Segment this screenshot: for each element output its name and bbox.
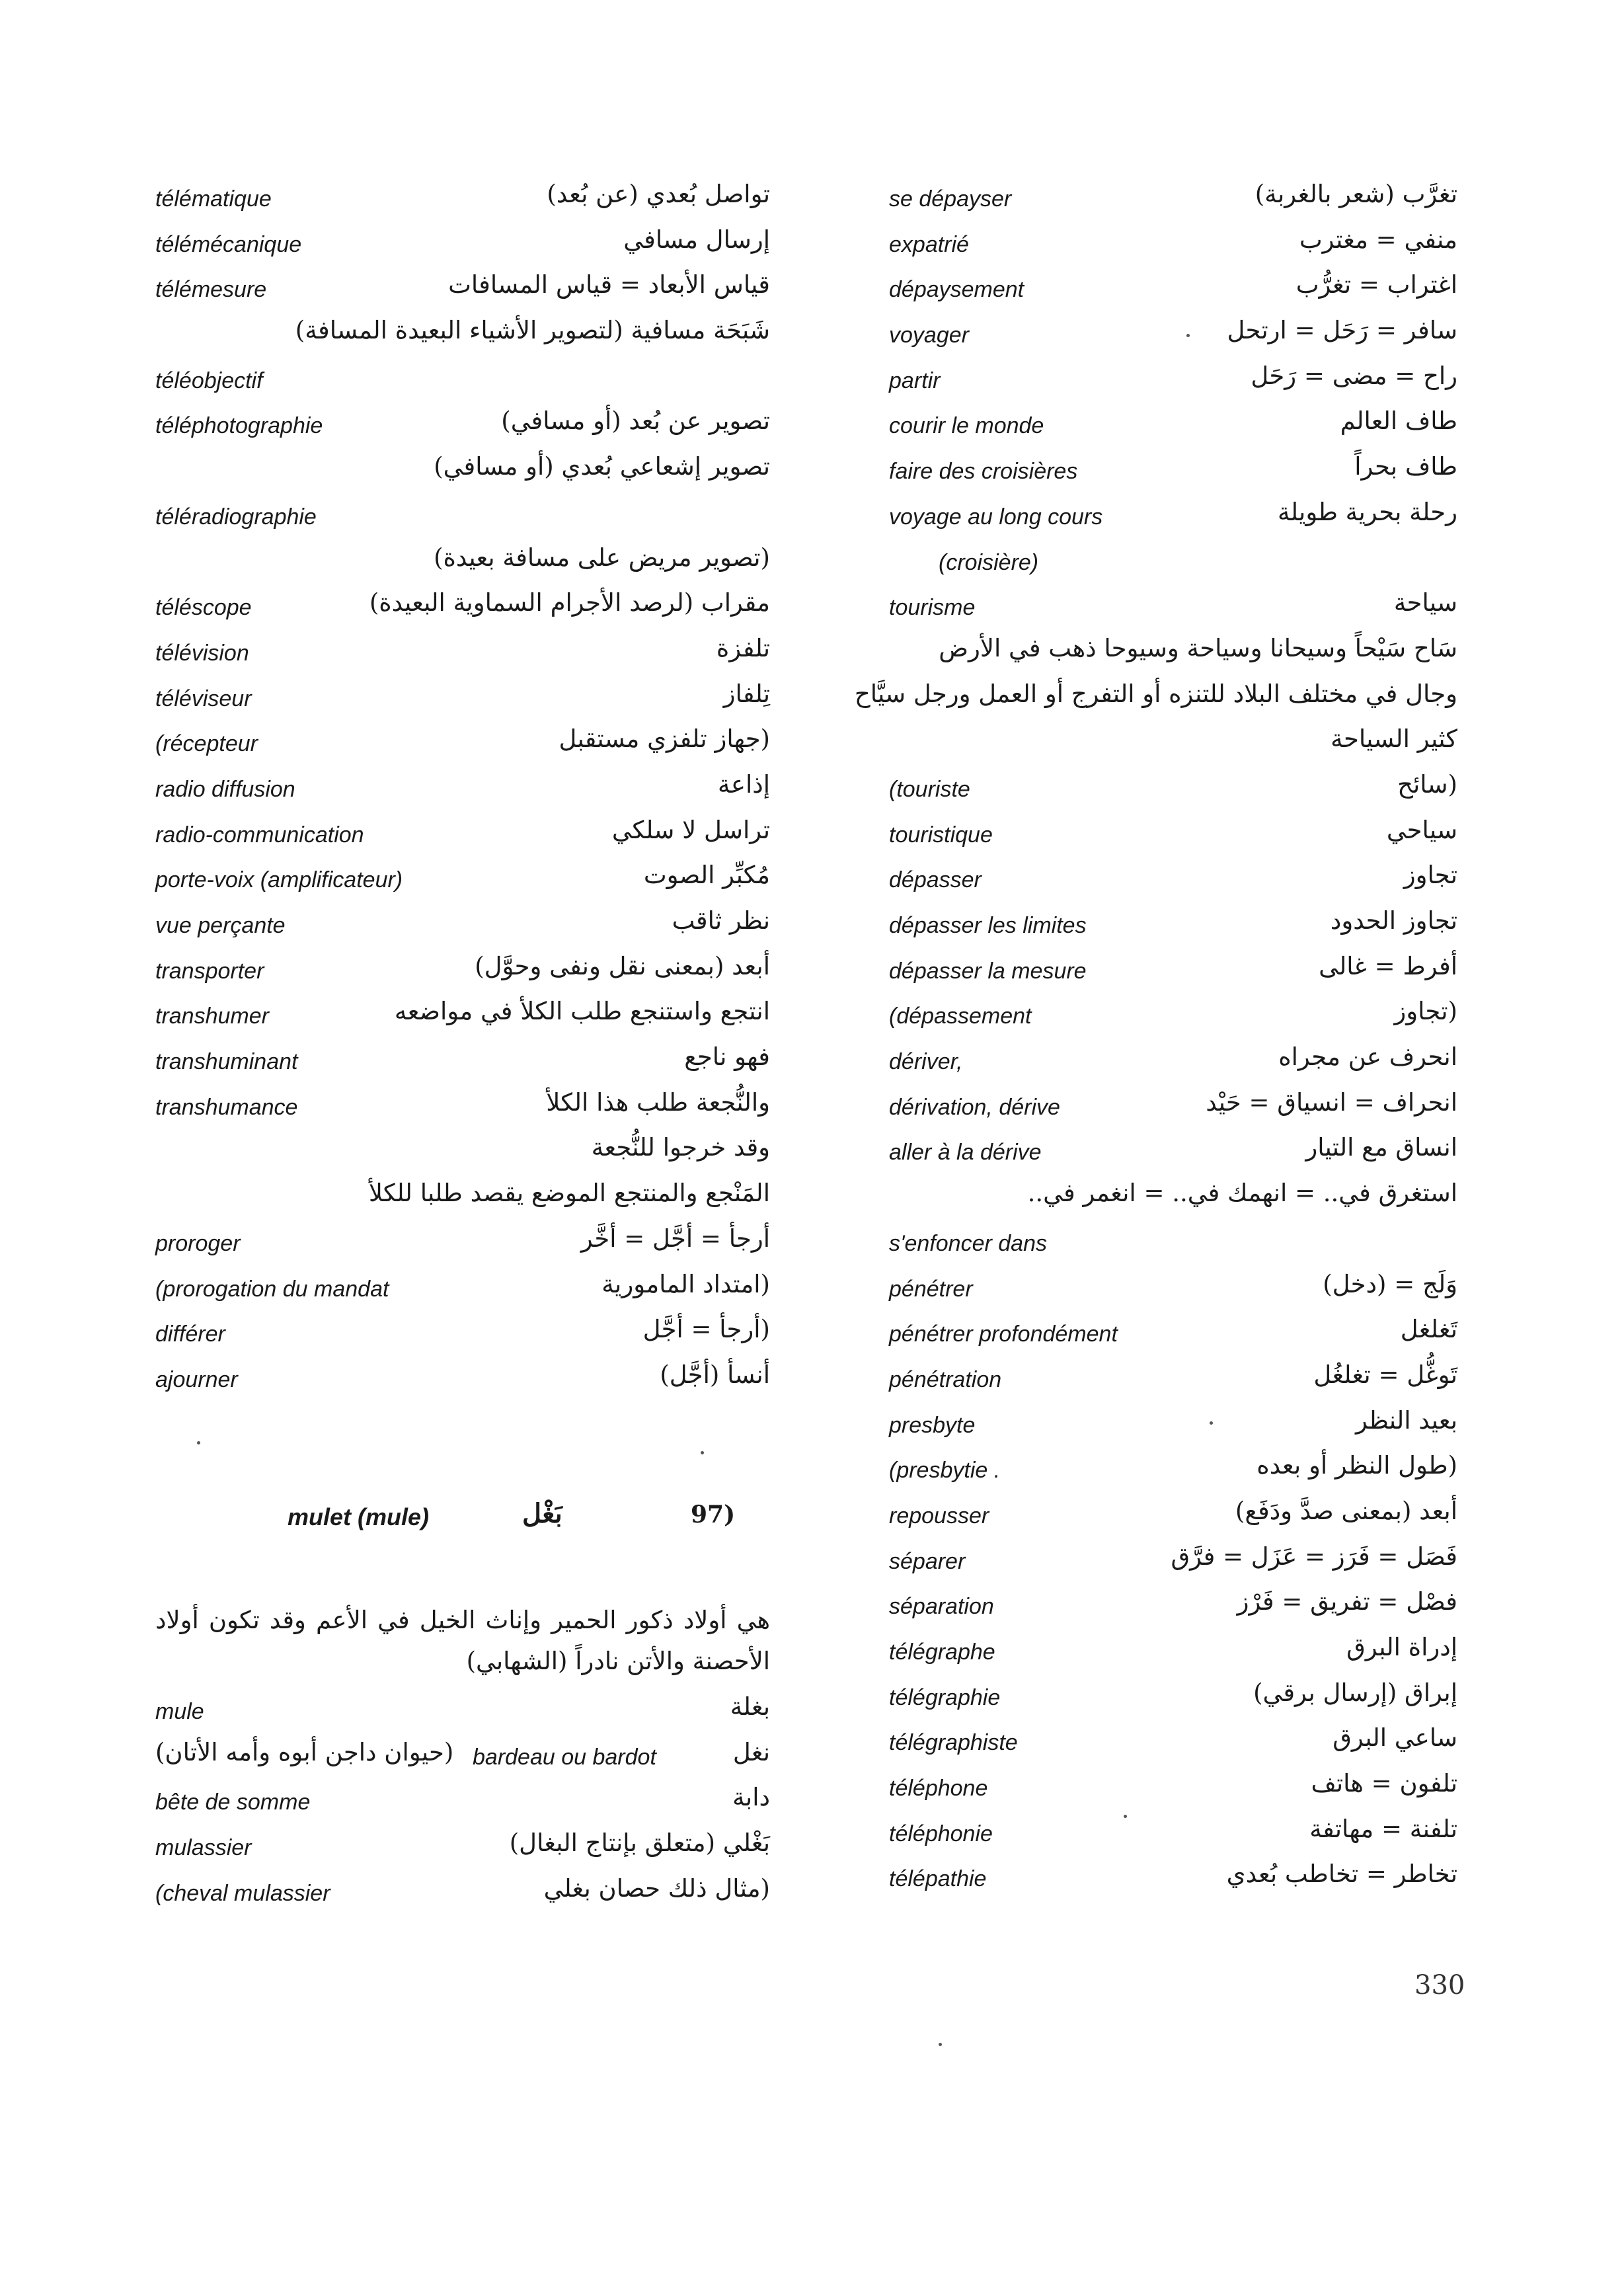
dictionary-entry bbox=[889, 1179, 1457, 1224]
french-term: téléviseur bbox=[155, 686, 252, 711]
arabic-translation: (امتداد المامورية bbox=[601, 1269, 770, 1298]
french-term: téléphone bbox=[889, 1776, 988, 1801]
dictionary-entry bbox=[155, 816, 770, 861]
arabic-translation: فَصَل = فَرَز = عَزَل = فرَّق bbox=[1171, 1542, 1457, 1571]
french-term: télégraphe bbox=[889, 1640, 995, 1665]
dictionary-entry bbox=[155, 1692, 770, 1738]
dictionary-entry bbox=[889, 1860, 1457, 1905]
dictionary-entry bbox=[889, 725, 1457, 770]
dictionary-entry bbox=[889, 997, 1457, 1043]
french-term: télégraphiste bbox=[889, 1730, 1018, 1756]
dictionary-entry bbox=[889, 498, 1457, 543]
dictionary-entry bbox=[155, 1133, 770, 1179]
scan-speck bbox=[939, 2043, 942, 2046]
scan-speck bbox=[701, 1451, 704, 1454]
arabic-translation: كثير السياحة bbox=[1331, 725, 1457, 754]
arabic-translation: انحراف = انسياق = حَيْد bbox=[1206, 1088, 1457, 1117]
dictionary-entry bbox=[889, 1815, 1457, 1860]
scan-speck bbox=[1210, 1421, 1213, 1425]
dictionary-entry bbox=[889, 1723, 1457, 1769]
dictionary-entry bbox=[155, 270, 770, 316]
dictionary-entry bbox=[889, 316, 1457, 362]
dictionary-entry bbox=[155, 1179, 770, 1224]
arabic-translation: بَغْلي (متعلق بإنتاج البغال) bbox=[509, 1829, 770, 1858]
dictionary-entry bbox=[155, 1315, 770, 1361]
french-term: télémécanique bbox=[155, 231, 302, 257]
arabic-translation: بغلة bbox=[730, 1692, 770, 1721]
dictionary-entry bbox=[155, 634, 770, 680]
arabic-translation: شَبَحَة مسافية (لتصوير الأشياء البعيدة المسافة) bbox=[295, 316, 770, 345]
arabic-translation: تخاطر = تخاطب بُعدي bbox=[1226, 1860, 1457, 1889]
dictionary-entry bbox=[889, 906, 1457, 952]
dictionary-entry bbox=[155, 770, 770, 816]
page-number: 330 bbox=[1414, 1970, 1465, 2000]
arabic-translation: (تصوير مريض على مسافة بعيدة) bbox=[434, 543, 770, 572]
french-term: voyage au long cours bbox=[889, 504, 1103, 530]
dictionary-entry bbox=[155, 180, 770, 225]
dictionary-entry bbox=[155, 452, 770, 498]
arabic-translation: تلفون = هاتف bbox=[1311, 1769, 1457, 1798]
french-term: (croisière) bbox=[939, 549, 1039, 575]
arabic-translation: نغل bbox=[732, 1737, 770, 1766]
arabic-translation: نظر ثاقب bbox=[672, 906, 770, 935]
scan-speck bbox=[1124, 1815, 1127, 1818]
section-title-arabic: بَغْل bbox=[522, 1498, 562, 1529]
french-term: vue perçante bbox=[155, 913, 286, 938]
arabic-translation: إذاعة bbox=[718, 770, 770, 799]
french-term: dérivation, dérive bbox=[889, 1094, 1060, 1120]
dictionary-entry bbox=[889, 1769, 1457, 1815]
french-term: tourisme bbox=[889, 595, 976, 621]
arabic-translation: فصْل = تفريق = فَرْز bbox=[1237, 1587, 1457, 1616]
arabic-translation: (أرجأ = أجَّل bbox=[642, 1315, 770, 1344]
arabic-translation: طاف العالم bbox=[1340, 407, 1457, 436]
french-term: mulassier bbox=[155, 1835, 252, 1861]
french-term: presbyte bbox=[889, 1412, 976, 1438]
dictionary-entry bbox=[889, 1406, 1457, 1452]
dictionary-entry bbox=[155, 1783, 770, 1829]
dictionary-entry bbox=[155, 1874, 770, 1920]
dictionary-entry bbox=[889, 543, 1457, 589]
dictionary-entry bbox=[889, 180, 1457, 225]
arabic-translation: تجاوز bbox=[1403, 861, 1457, 890]
arabic-translation: مُكبِّر الصوت bbox=[643, 861, 770, 890]
french-term: transhumance bbox=[155, 1094, 298, 1120]
french-term: (prorogation du mandat bbox=[155, 1276, 389, 1302]
french-term: pénétrer bbox=[889, 1276, 973, 1302]
french-term: transporter bbox=[155, 958, 264, 984]
section-number: 97) bbox=[691, 1501, 736, 1528]
french-term: dériver, bbox=[889, 1049, 963, 1075]
dictionary-entry bbox=[889, 1451, 1457, 1497]
arabic-translation: دابة bbox=[732, 1783, 770, 1812]
arabic-translation: انساق مع التيار bbox=[1305, 1133, 1457, 1162]
french-term: (cheval mulassier bbox=[155, 1880, 330, 1906]
arabic-translation: تجاوز الحدود bbox=[1330, 906, 1457, 935]
dictionary-entry bbox=[155, 362, 770, 407]
arabic-translation: (جهاز تلفزي مستقبل bbox=[559, 725, 770, 754]
arabic-translation: أرجأ = أجَّل = أخَّر bbox=[580, 1224, 770, 1253]
dictionary-entry bbox=[155, 498, 770, 543]
french-term: radio-communication bbox=[155, 822, 364, 848]
arabic-translation: أبعد (بمعنى نقل ونفى وحوَّل) bbox=[475, 951, 770, 980]
french-term: dépasser les limites bbox=[889, 913, 1087, 938]
scan-speck bbox=[197, 1441, 200, 1445]
dictionary-entry bbox=[155, 1829, 770, 1874]
dictionary-entry bbox=[155, 725, 770, 770]
arabic-translation: تصوير عن بُعد (أو مسافي) bbox=[501, 407, 770, 436]
arabic-translation: المَنْجع والمنتجع الموضع يقصد طلبا للكلأ bbox=[368, 1179, 770, 1208]
dictionary-entry bbox=[889, 1133, 1457, 1179]
dictionary-entry bbox=[889, 225, 1457, 271]
arabic-translation: تغرَّب (شعر بالغربة) bbox=[1255, 180, 1457, 208]
arabic-translation: إبراق (إرسال برقي) bbox=[1253, 1678, 1457, 1707]
french-term: télématique bbox=[155, 186, 272, 212]
french-term: touristique bbox=[889, 822, 993, 848]
french-term: bête de somme bbox=[155, 1790, 311, 1815]
dictionary-entry bbox=[155, 906, 770, 952]
french-term: (récepteur bbox=[155, 731, 258, 757]
arabic-translation: فهو ناجع bbox=[684, 1043, 770, 1072]
french-term: pénétrer profondément bbox=[889, 1322, 1118, 1347]
french-term: (touriste bbox=[889, 776, 970, 802]
dictionary-entry bbox=[889, 1361, 1457, 1406]
french-term: transhuminant bbox=[155, 1049, 298, 1075]
french-term: téléscope bbox=[155, 595, 252, 621]
french-term: transhumer bbox=[155, 1004, 269, 1029]
mule-entries bbox=[155, 1692, 770, 1919]
french-term: faire des croisières bbox=[889, 459, 1078, 485]
french-term: dépasser bbox=[889, 867, 982, 893]
arabic-translation: أبعد (بمعنى صدَّ ودَفَع) bbox=[1235, 1496, 1457, 1525]
arabic-translation: سافر = رَحَل = ارتحل bbox=[1227, 316, 1457, 345]
arabic-translation: تواصل بُعدي (عن بُعد) bbox=[547, 180, 770, 208]
dictionary-entry bbox=[155, 225, 770, 271]
french-term: expatrié bbox=[889, 231, 969, 257]
arabic-translation: تصوير إشعاعي بُعدي (أو مسافي) bbox=[434, 452, 770, 481]
arabic-translation: منفي = مغترب bbox=[1299, 225, 1457, 254]
arabic-translation: طاف بحراً bbox=[1354, 452, 1457, 481]
arabic-translation: إرسال مسافي bbox=[623, 225, 770, 254]
arabic-translation: انتجع واستنجع طلب الكلأ في مواضعه bbox=[394, 997, 770, 1026]
french-term: courir le monde bbox=[889, 413, 1044, 439]
french-term: porte-voix (amplificateur) bbox=[155, 867, 403, 893]
arabic-translation: تراسل لا سلكي bbox=[611, 815, 770, 844]
dictionary-entry bbox=[889, 452, 1457, 498]
french-term: téléphonie bbox=[889, 1821, 993, 1846]
arabic-translation: انحرف عن مجراه bbox=[1278, 1043, 1457, 1072]
right-column bbox=[854, 180, 1457, 1905]
dictionary-entry bbox=[889, 1043, 1457, 1088]
arabic-translation: رحلة بحرية طويلة bbox=[1277, 497, 1457, 526]
french-term: différer bbox=[155, 1322, 225, 1347]
french-term: aller à la dérive bbox=[889, 1140, 1042, 1166]
dictionary-entry bbox=[854, 679, 1457, 725]
french-term: téléphotographie bbox=[155, 413, 323, 439]
dictionary-entry bbox=[889, 1088, 1457, 1134]
dictionary-entry bbox=[155, 680, 770, 725]
french-term: télévision bbox=[155, 640, 249, 666]
arabic-translation: سياحي bbox=[1386, 815, 1457, 844]
arabic-translation: (سائح bbox=[1397, 770, 1457, 799]
arabic-translation: اغتراب = تغرُّب bbox=[1295, 270, 1457, 299]
dictionary-entry bbox=[155, 1043, 770, 1088]
french-term: partir bbox=[889, 368, 941, 393]
dictionary-entry bbox=[889, 816, 1457, 861]
french-term: voyager bbox=[889, 323, 969, 348]
section-heading bbox=[155, 1495, 770, 1542]
arabic-translation: أنسأ (أجَّل) bbox=[660, 1360, 770, 1389]
dictionary-entry bbox=[155, 1224, 770, 1270]
french-term: dépasser la mesure bbox=[889, 958, 1087, 984]
dictionary-entry bbox=[155, 588, 770, 634]
dictionary-entry bbox=[155, 316, 770, 362]
dictionary-entry bbox=[889, 1542, 1457, 1588]
dictionary-entry bbox=[889, 861, 1457, 906]
dictionary-entry bbox=[889, 770, 1457, 816]
arabic-translation: وجال في مختلف البلاد للتنزه أو التفرج أو العمل ورجل سيَّاح bbox=[854, 679, 1457, 708]
arabic-translation: سياحة bbox=[1393, 588, 1457, 617]
french-term: télépathie bbox=[889, 1866, 987, 1892]
arabic-translation: راح = مضى = رَحَل bbox=[1251, 361, 1457, 390]
arabic-translation: إدراة البرق bbox=[1346, 1633, 1457, 1661]
dictionary-entry bbox=[155, 1361, 770, 1406]
arabic-translation: وقد خرجوا للنُّجعة bbox=[591, 1133, 770, 1162]
french-term: s'enfoncer dans bbox=[889, 1230, 1047, 1256]
arabic-translation: قياس الأبعاد = قياس المسافات bbox=[448, 270, 770, 299]
arabic-translation: تَغلغل bbox=[1400, 1315, 1457, 1344]
french-term: télégraphie bbox=[889, 1684, 1001, 1710]
dictionary-entry bbox=[889, 1315, 1457, 1361]
dictionary-entry bbox=[155, 1270, 770, 1316]
dictionary-entry bbox=[889, 362, 1457, 407]
french-term: mule bbox=[155, 1699, 204, 1724]
french-term: dépaysement bbox=[889, 277, 1025, 303]
french-term: télémesure bbox=[155, 277, 267, 303]
french-term: radio diffusion bbox=[155, 776, 295, 802]
french-term: ajourner bbox=[155, 1366, 238, 1392]
arabic-translation: والنُّجعة طلب هذا الكلأ bbox=[546, 1088, 770, 1117]
french-term: téléobjectif bbox=[155, 368, 263, 393]
dictionary-entry bbox=[889, 1497, 1457, 1542]
french-term: (dépassement bbox=[889, 1004, 1032, 1029]
dictionary-entry bbox=[155, 1738, 770, 1784]
arabic-translation: تَوغُّل = تغلغُل bbox=[1313, 1360, 1457, 1389]
french-term: repousser bbox=[889, 1503, 989, 1528]
french-term: séparer bbox=[889, 1548, 966, 1574]
arabic-translation: (تجاوز bbox=[1394, 997, 1457, 1026]
dictionary-entry bbox=[155, 543, 770, 589]
dictionary-entry bbox=[155, 861, 770, 906]
arabic-translation: مقراب (لرصد الأجرام السماوية البعيدة) bbox=[369, 588, 770, 617]
dictionary-entry bbox=[155, 952, 770, 998]
dictionary-entry bbox=[889, 1633, 1457, 1679]
french-term: se dépayser bbox=[889, 186, 1012, 212]
arabic-translation: أفرط = غالى bbox=[1319, 951, 1457, 980]
arabic-translation: تِلفاز bbox=[723, 679, 770, 708]
arabic-translation: بعيد النظر bbox=[1356, 1405, 1457, 1435]
dictionary-entry bbox=[155, 407, 770, 452]
scan-speck bbox=[1186, 334, 1190, 337]
dictionary-entry bbox=[889, 1224, 1457, 1270]
dictionary-entry bbox=[889, 270, 1457, 316]
arabic-translation: وَلَج = (دخل) bbox=[1323, 1269, 1457, 1298]
french-term: pénétration bbox=[889, 1366, 1002, 1392]
dictionary-entry bbox=[889, 588, 1457, 634]
french-term: proroger bbox=[155, 1230, 241, 1256]
dictionary-entry bbox=[889, 952, 1457, 998]
arabic-translation: (مثال ذلك حصان بغلي bbox=[543, 1874, 770, 1903]
dictionary-entry bbox=[155, 997, 770, 1043]
dictionary-entry bbox=[889, 1679, 1457, 1724]
french-term: (presbytie . bbox=[889, 1458, 1001, 1484]
dictionary-entry bbox=[889, 634, 1457, 680]
dictionary-entry bbox=[155, 1088, 770, 1134]
dictionary-entry bbox=[889, 407, 1457, 452]
arabic-translation: استغرق في.. = انهمك في.. = انغمر في.. bbox=[1027, 1179, 1457, 1208]
dictionary-entry bbox=[889, 1587, 1457, 1633]
arabic-translation: تلفزة bbox=[716, 633, 770, 662]
arabic-gloss: (حيوان داجن أبوه وأمه الأتان) bbox=[155, 1737, 454, 1766]
arabic-translation: (طول النظر أو بعده bbox=[1257, 1451, 1457, 1480]
arabic-translation: سَاح سَيْحاً وسيحانا وسياحة وسيوحا ذهب في الأرض bbox=[939, 633, 1457, 662]
french-term: téléradiographie bbox=[155, 504, 317, 530]
french-term: bardeau ou bardot bbox=[473, 1744, 656, 1770]
dictionary-entry bbox=[889, 1270, 1457, 1316]
left-column bbox=[155, 180, 770, 1406]
french-term: séparation bbox=[889, 1594, 994, 1620]
section-intro-text: هي أولاد ذكور الحمير وإناث الخيل في الأعم وقد تكون أولاد الأحصنة والأتن نادراً (الشهابي) bbox=[155, 1606, 771, 1675]
arabic-translation: ساعي البرق bbox=[1333, 1723, 1457, 1753]
arabic-translation: تلفنة = مهاتفة bbox=[1309, 1814, 1457, 1843]
section-title-french: mulet (mule) bbox=[288, 1503, 430, 1530]
